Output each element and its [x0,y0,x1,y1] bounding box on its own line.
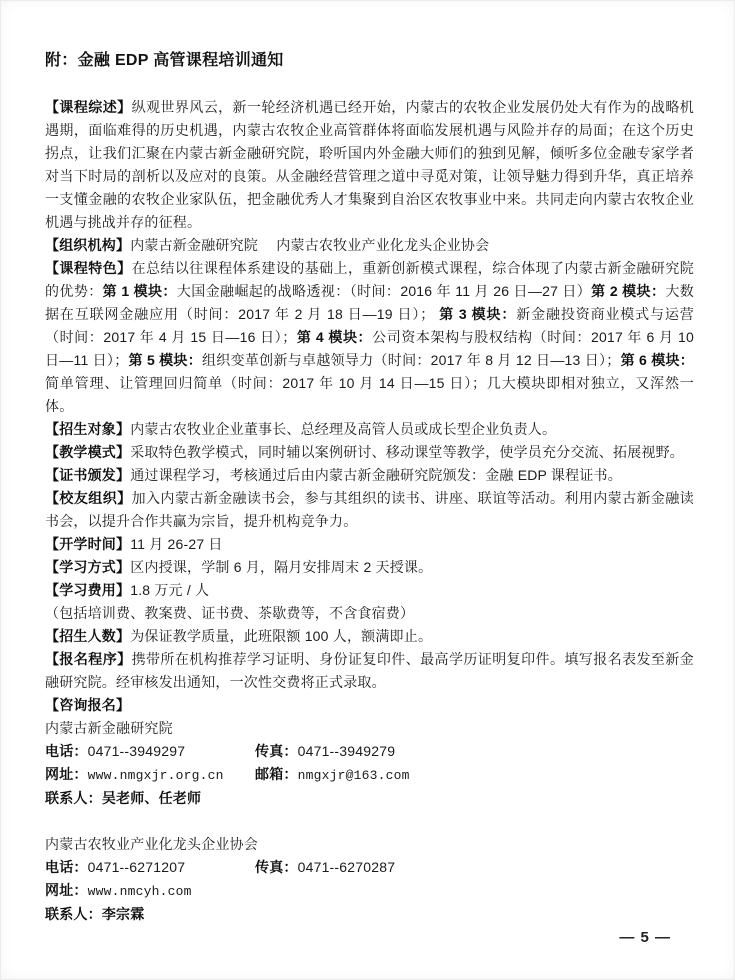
section-text-start-date: 11 月 26-27 日 [130,536,223,552]
contact-row-person [45,787,694,810]
contact-person-label: 联系人： [45,790,102,806]
phone-value: 0471--6271207 [87,859,186,875]
contact-row-person [45,903,694,926]
contact-row-phone-fax [45,740,694,763]
section-label-audience: 【招生对象】 [45,421,131,437]
page-title: 附：金融 EDP 高管课程培训通知 [45,52,284,69]
paragraph-certificate [45,464,694,487]
paragraph-alumni [45,487,694,533]
web-label: 网址： [45,882,88,898]
paragraph-quota [45,625,694,648]
fee-note-text: （包括培训费、教案费、证书费、茶歇费等，不含食宿费） [45,605,415,621]
module-2-label: 第 2 模块： [591,283,666,299]
email-field [255,766,410,782]
paragraph-course-overview [45,96,694,234]
paragraph-fee [45,579,694,602]
paragraph-registration [45,648,694,694]
contact-row-web [45,879,694,903]
blank-line [45,810,694,833]
section-label-registration: 【报名程序】 [45,651,132,667]
section-label-fee: 【学习费用】 [45,582,131,598]
contact-person-label: 联系人： [45,906,102,922]
org-name-institute: 内蒙古新金融研究院 [45,720,173,736]
paragraph-fee-note [45,602,694,625]
paragraph-start-date [45,533,694,556]
phone-field [45,740,255,763]
module-1-text: 大国金融崛起的战略透视：（时间：2016 年 11 月 26 日—27 日） [176,283,592,299]
module-6-text: 简单管理、让管理回归简单（时间：2017 年 10 月 14 日—15 日）；几大模块即相对独立，又浑然一体。 [45,375,694,414]
phone-value: 0471--3949297 [87,743,186,759]
contact-row-phone-fax [45,856,694,879]
module-3-text: 新金融投资商业模式与运营（时间：2017 年 4 月 15 日—16 日）； [45,306,694,345]
section-label-study-mode: 【学习方式】 [45,559,131,575]
paragraph-organizers [45,234,694,257]
document-body [45,96,694,717]
contact-person-value: 吴老师、任老师 [101,790,202,806]
module-2-text: 大数据在互联网金融应用（时间：2017 年 2 月 18 日—19 日）； [45,283,694,322]
paragraph-audience [45,418,694,441]
module-3-label: 第 3 模块： [439,306,517,322]
section-text-quota: 为保证教学质量，此班限额 100 人，额满即止。 [130,628,433,644]
section-text-audience: 内蒙古农牧业企业董事长、总经理及高管人员或成长型企业负责人。 [130,421,557,437]
fax-value: 0471--3949279 [297,743,396,759]
phone-label: 电话： [45,859,88,875]
module-5-text: 组织变革创新与卓越领导力（时间：2017 年 8 月 12 日—13 日）； [202,352,621,368]
section-label-overview: 【课程综述】 [45,99,132,115]
contact-row-web-email [45,763,694,787]
fax-field [255,859,395,875]
web-label: 网址： [45,766,88,782]
fax-field [255,743,395,759]
module-4-label: 第 4 模块： [296,329,373,345]
section-label-features: 【课程特色】 [45,260,132,276]
fax-label: 传真： [255,859,298,875]
fax-label: 传真： [255,743,298,759]
section-text-fee: 1.8 万元 / 人 [130,582,210,598]
document-content [45,0,694,926]
section-label-quota: 【招生人数】 [45,628,131,644]
features-intro: 在总结以往课程体系建设的基础上，重新创新模式课程，综合体现了内蒙古新金融研究院的优势： [45,260,694,299]
paragraph-teaching-mode [45,441,694,464]
web-value: www.nmcyh.com [87,884,192,899]
phone-field [45,856,255,879]
section-label-certificate: 【证书颁发】 [45,467,131,483]
section-text-organizers: 内蒙古新金融研究院 内蒙古农牧业产业化龙头企业协会 [130,237,490,253]
web-value: www.nmgxjr.org.cn [87,768,224,783]
module-4-text: 公司资本架构与股权结构（时间：2017 年 6 月 10 日—11 日）； [45,329,694,368]
email-label: 邮箱： [255,766,298,782]
contact-person-value: 李宗霖 [101,906,145,922]
phone-label: 电话： [45,743,88,759]
section-label-teaching: 【教学模式】 [45,444,131,460]
email-value: nmgxjr@163.com [297,768,410,783]
section-label-start-date: 【开学时间】 [45,536,131,552]
section-text-certificate: 通过课程学习，考核通过后由内蒙古新金融研究院颁发：金融 EDP 课程证书。 [130,467,622,483]
paragraph-study-mode [45,556,694,579]
paragraph-contact-header [45,694,694,717]
section-text-overview: 纵观世界风云，新一轮经济机遇已经开始，内蒙古的农牧企业发展仍处大有作为的战略机遇期，面临难得的历史机遇，内蒙古农牧企业高管群体将面临发展机遇与风险并存的局面；在这个历史拐点，让我们汇聚在内蒙古新金融研究院，聆听国内外金融大师们的独到见解，倾听多位金融专家学者对当下时局的剖析以及应对的良策。从金融经营管理之道中寻觅对策，让领导魅力得到升华，真正培养一支懂金融的农牧企业家队伍，把金融优秀人才集聚到自治区农牧事业中来。共同走向内蒙古农牧企业机遇与挑战并存的征程。 [45,99,694,230]
contact-block-association [45,833,694,926]
fax-value: 0471--6270287 [297,859,396,875]
contact-block-institute [45,717,694,810]
page-number: — 5 — [619,929,671,946]
module-1-label: 第 1 模块： [102,283,177,299]
section-text-alumni: 加入内蒙古新金融读书会，参与其组织的读书、讲座、联谊等活动。利用内蒙古新金融读书会，以提升合作共赢为宗旨，提升机构竞争力。 [45,490,694,529]
section-label-alumni: 【校友组织】 [45,490,132,506]
section-label-contact: 【咨询报名】 [45,697,131,713]
web-field [45,763,255,787]
section-text-study-mode: 区内授课，学制 6 月，隔月安排周末 2 天授课。 [130,559,433,575]
section-label-organizers: 【组织机构】 [45,237,131,253]
section-text-teaching: 采取特色教学模式，同时辅以案例研讨、移动课堂等教学，使学员充分交流、拓展视野。 [130,444,685,460]
paragraph-course-features [45,257,694,418]
module-6-label: 第 6 模块： [620,352,694,368]
org-name-association: 内蒙古农牧业产业化龙头企业协会 [45,836,258,852]
module-5-label: 第 5 模块： [128,352,202,368]
section-text-registration: 携带所在机构推荐学习证明、身份证复印件、最高学历证明复印件。填写报名表发至新金融研究院。经审核发出通知，一次性交费将正式录取。 [45,651,694,690]
